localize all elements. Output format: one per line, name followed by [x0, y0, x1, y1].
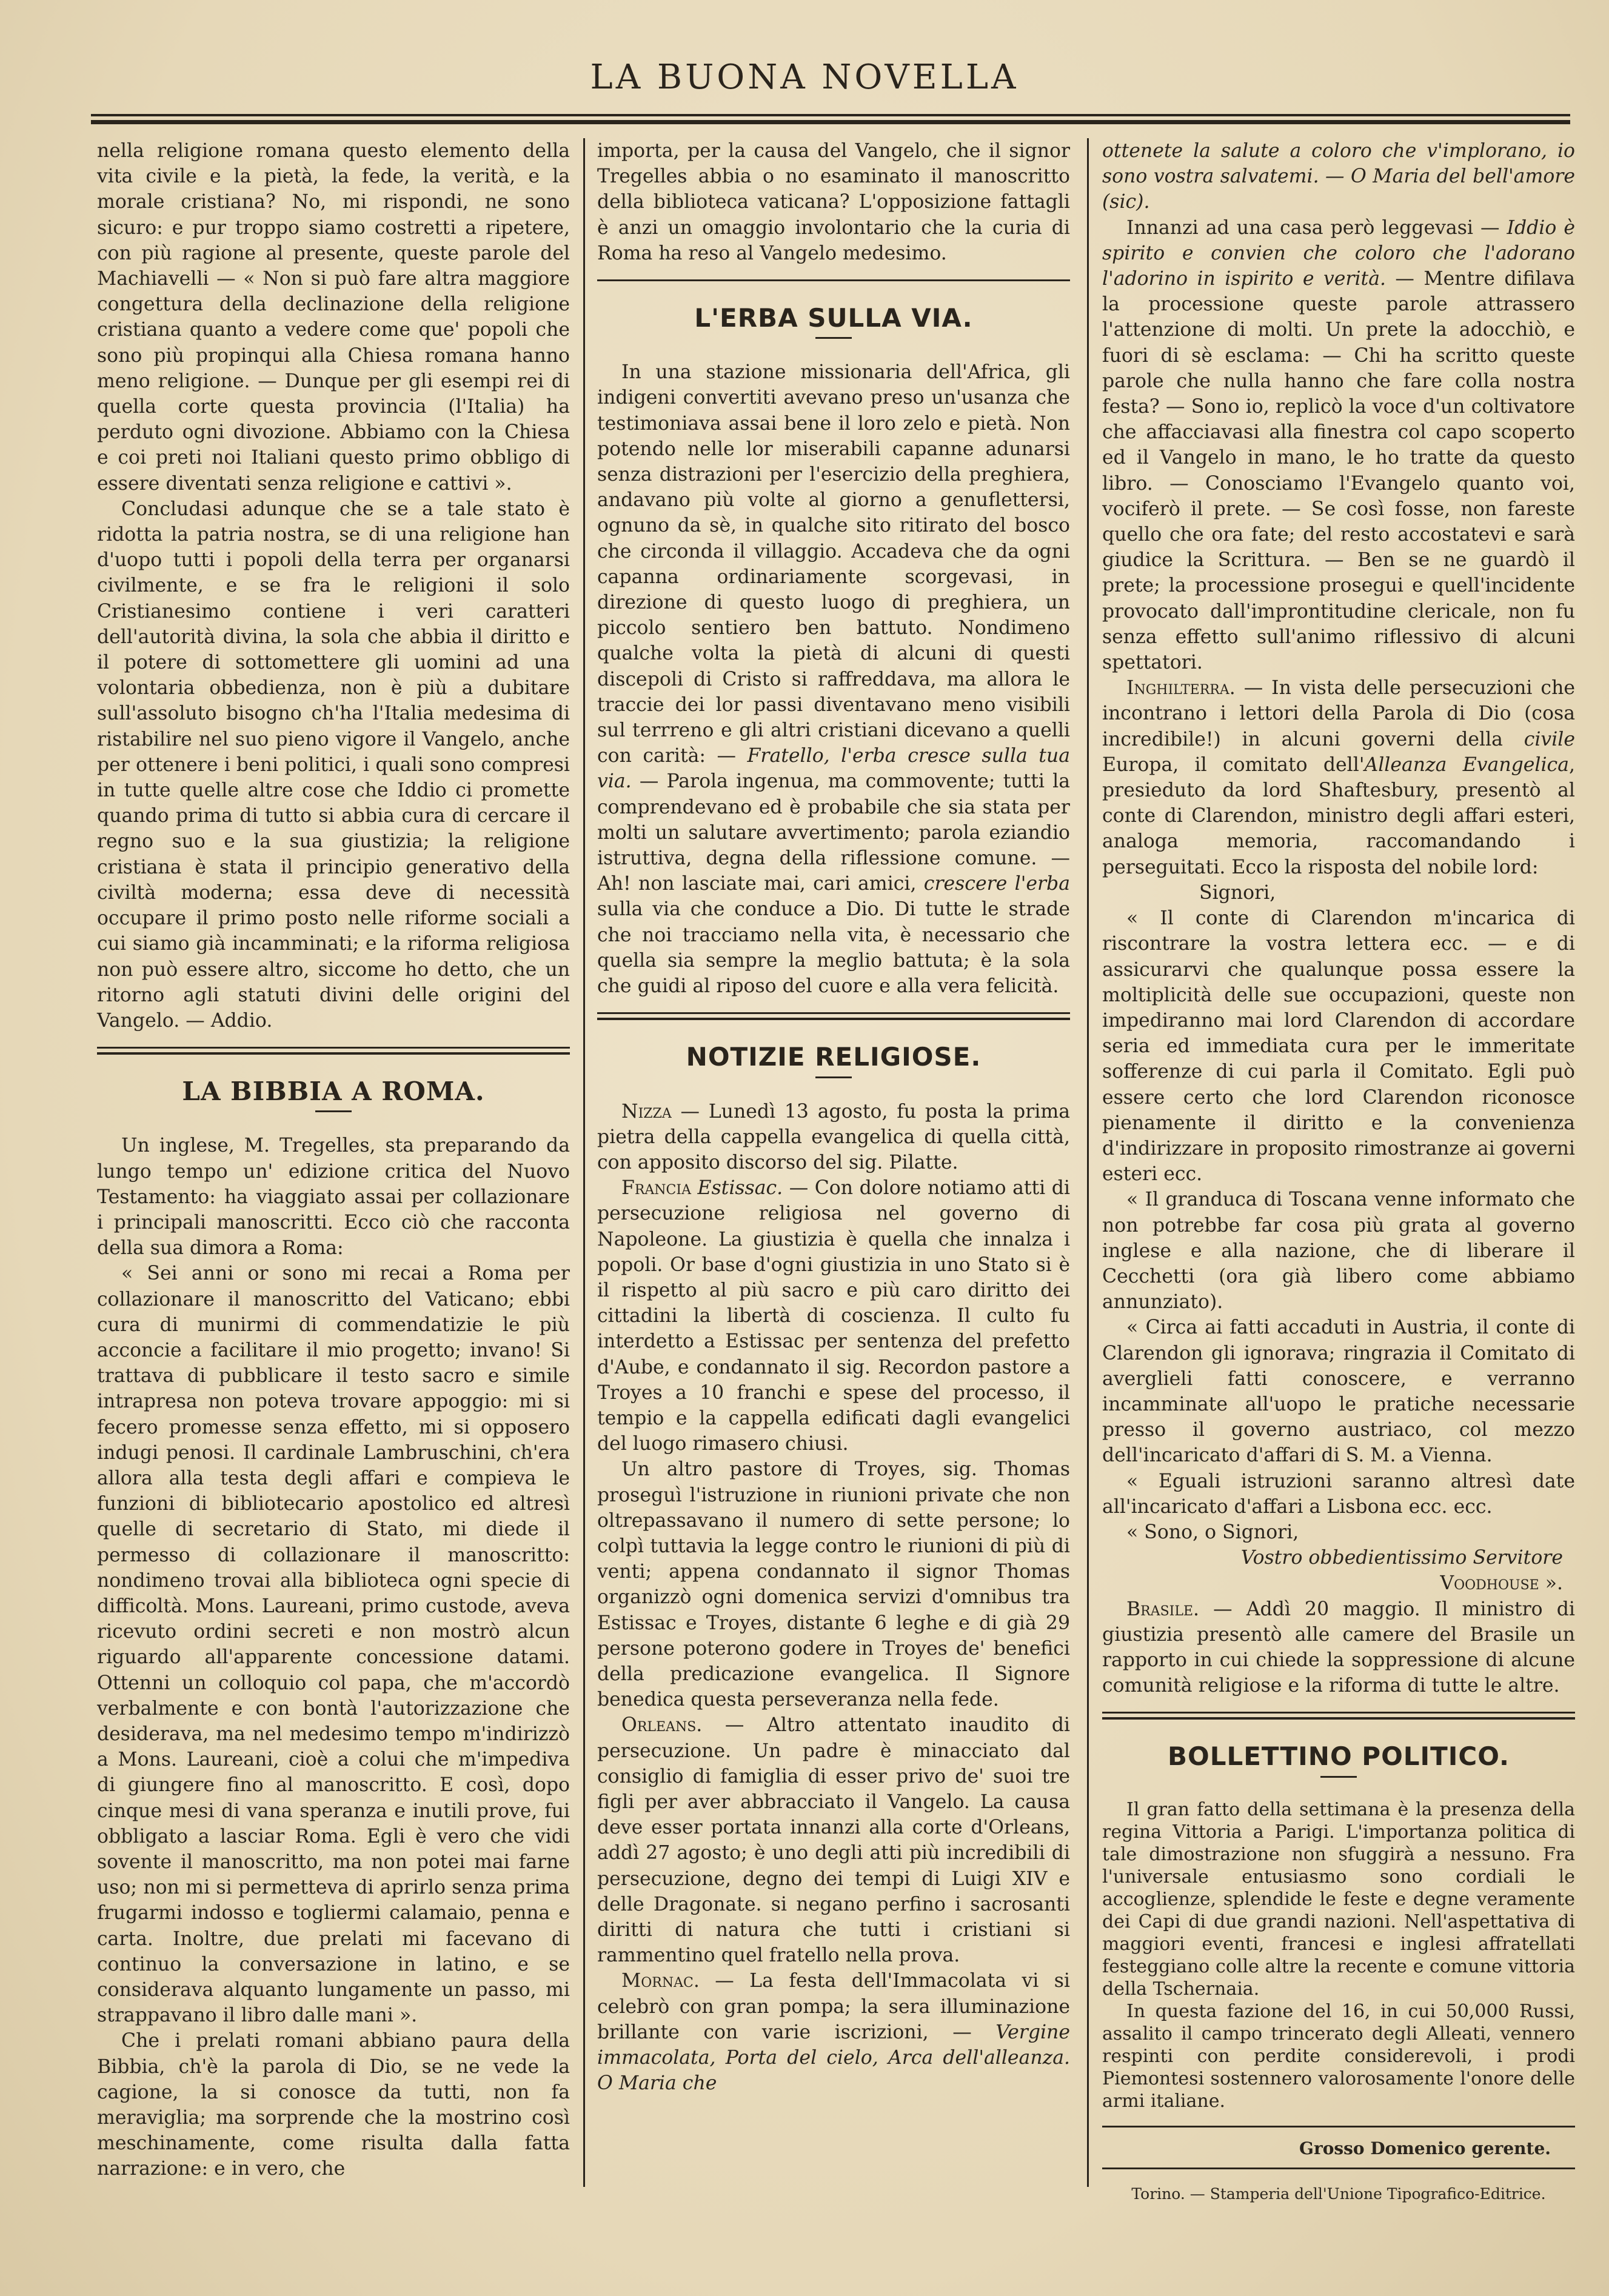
place-name: Inghilterra. — [1126, 677, 1236, 699]
heading-dash — [315, 1110, 352, 1112]
quote-paragraph: « Il granduca di Toscana venne informato che non potrebbe far cosa più grata al governo inglese e alla nazione, che di liberare il Cecchetti (ora già libero come abbiamo annunziato). — [1102, 1189, 1575, 1313]
section-rule — [97, 1052, 570, 1055]
quote-paragraph: « Il conte di Clarendon m'incarica di riscontrare la vostra lettera ecc. — e di assicurarvi che qualunque possa essere la moltiplicità delle sue occupazioni, queste non impediranno mai lord Clarendon di accordare seria ed immediata cura per le immeritate sofferenze di cui parla il Comitato. Egli può essere certo che lord Clarendon riconosce pienamente il diritto e la convenienza d'indirizzare in proposito rimostranze ai governi esteri ecc. — [1102, 907, 1575, 1186]
text: civile — [1524, 728, 1575, 750]
paragraph: nella religione romana questo elemento della vita civile e la pietà, la fede, la verità, e la morale cristiana? No, mi rispondi, ne sono sicuro: e pur troppo siamo costretti a ripetere, con più ragione al presente, queste parole del Machiavelli — « Non si può fare altra maggiore congettura della declinazione della religione cristiana quanto a vedere come que' popoli che sono più propinqui alla Chiesa romana hanno meno religione. — Dunque per gli esempi rei di quella corte questa provincia (l'Italia) ha perduto ogni divozione. Abbiamo con la Chiesa e coi preti noi Italiani questo primo obbligo di essere diventati senza religione e cattivi ». — [97, 140, 570, 495]
section-heading-notizie: NOTIZIE RELIGIOSE. — [686, 1042, 982, 1072]
section-rule — [1102, 1717, 1575, 1720]
text: In una stazione missionaria dell'Africa, gli indigeni convertiti avevano preso un'usanza che testimoniava assai bene il loro zelo e pietà. Non potendo nelle lor miserabili capanne adunarsi senza distrazioni per l'esercizio della preghiera, andavano più volte al giorno a genuflettersi, ognuno da sè, in qualche sito ritirato del bosco che circonda il villaggio. Accadeva che da ogni capanna ordinariamente scorgevasi, in direzione di questo luogo di preghiera, un piccolo sentiero ben battuto. Nondimeno qualche volta la pietà di alcuni di questi discepoli di Cristo si raffreddava, ma allora le traccie dei lor passi diventavano meno visibili sul terrreno e gli altri cristiani dicevano a quelli con carità: — — [597, 361, 1070, 767]
quote-paragraph: « Eguali istruzioni saranno altresì date all'incaricato d'affari a Lisbona ecc. ecc. — [1102, 1470, 1575, 1518]
heading-dash — [815, 337, 852, 339]
paragraph: ottenete la salute a coloro che v'implorano, io sono vostra salvatemi. — O Maria del bell'amore (sic). — [1102, 140, 1575, 213]
text: — Addì 20 maggio. Il ministro di giustizia presentò alle camere del Brasile un rapporto in cui chiede la soppressione di alcune comunità religiose e la riforma di tutte le altre. — [1102, 1598, 1575, 1697]
place-name: Nizza — [621, 1100, 672, 1123]
section-heading-erba: L'ERBA SULLA VIA. — [694, 303, 973, 333]
text: — In vista delle persecuzioni che incontrano i lettori della Parola di Dio (cosa incredibile!) in alcuni governi della — [1102, 677, 1575, 750]
news-item — [597, 1099, 1070, 1176]
paragraph — [597, 359, 1070, 999]
paragraph: Un altro pastore di Troyes, sig. Thomas proseguì l'istruzione in riunioni private che non oltrepassavano il numero di sette persone; lo colpì tuttavia la legge contro le riunioni di più di venti; appena condannato il signor Thomas organizzò ogni domenica servizi d'omnibus tra Estissac e Troyes, distante 6 leghe e di già 29 persone poterono godere in Troyes de' benefici della predicazione evangelica. Il Signore benedica questa perseveranza nella fede. — [597, 1458, 1070, 1711]
paragraph: Che i prelati romani abbiano paura della Bibbia, ch'è la parola di Dio, se ne vede la cagione, la si conosce da tutti, non fa meraviglia; ma sorprende che la mostrino così meschinamente, come risulta dalla fatta narrazione: e in vero, che — [97, 2030, 570, 2180]
quote-paragraph: « Circa ai fatti accaduti in Austria, il conte di Clarendon gli ignorava; ringrazia il Comitato di averglieli fatti conoscere, e verranno incamminate all'uopo le pratiche necessarie presso il governo austriaco, col mezzo dell'incaricato d'affari di S. M. a Vienna. — [1102, 1317, 1575, 1467]
section-heading-bollettino: BOLLETTINO POLITICO. — [1167, 1741, 1510, 1772]
salutation: Signori, — [1199, 881, 1276, 904]
quote-paragraph: « Sono, o Signori, — [1126, 1521, 1299, 1543]
text: — La festa dell'Immacolata vi si celebrò con gran pompa; la sera illuminazione brillante con varie iscrizioni, — — [597, 1970, 1070, 2043]
section-heading-bibbia: LA BIBBIA A ROMA. — [182, 1076, 485, 1107]
section-rule — [1102, 1712, 1575, 1714]
heading-dash — [1320, 1776, 1357, 1778]
news-item — [597, 1968, 1070, 2096]
text: , presieduto da lord Shaftesbury, presentò al conte di Clarendon, ministro degli affari esteri, analoga memoria, raccomandando i perseguitati. Ecco la risposta del nobile lord: — [1102, 753, 1575, 878]
section-rule — [1102, 2168, 1575, 2169]
column-2 — [597, 138, 1070, 2096]
place-name: Estissac. — [691, 1177, 783, 1200]
text: Europa, il comitato dell' — [1102, 753, 1365, 776]
news-item — [1102, 1597, 1575, 1699]
section-rule — [597, 1018, 1070, 1020]
paragraph: Concludasi adunque che se a tale stato è ridotta la patria nostra, se di una religione han d'uopo tutti i popoli della terra per organarsi civilmente, e se fra le religioni il solo Cristianesimo contiene i veri caratteri dell'autorità divina, la sola che abbia il diritto e il potere di sottomettere gli uomini ad una volontaria obbedienza, non è più a dubitare sull'assoluto bisogno ch'ha l'Italia medesima di ristabilire nel suo pieno vigore il Vangelo, anche per ottenere i beni politici, i quali sono compresi in tutte quelle altre cose che Iddio ci promette quando prima di tutto si abbia cura di cercare il regno suo e la sua giustizia; la religione cristiana è stata il principio generativo della civiltà moderna; essa deve di necessità occupare il primo posto nelle riforme sociali a cui siamo già incamminati; e la riforma religiosa non può essere altro, siccome ho detto, che un ritorno agli statuti divini delle origini del Vangelo. — Addio. — [97, 498, 570, 1032]
text: — Con dolore notiamo atti di persecuzione religiosa nel governo di Napoleone. La giustizia è quella che innalza i popoli. Or base d'ogni giustizia in uno Stato si è il rispetto al più sacro e più caro diritto dei cittadini la libertà di coscienza. Il culto fu interdetto a Estissac per sentenza del prefetto d'Aube, e condannato il sig. Recordon pastore a Troyes a 10 franchi e spese del processo, il tempio e la cappella edificati dagli evangelici del luogo rimasero chiusi. — [597, 1177, 1071, 1455]
text: — Altro attentato inaudito di persecuzione. Un padre è minacciato dal consiglio di famiglia di esser privo de' suoi tre figli per aver abbracciato il Vangelo. La causa deve esser portata innanzi alla corte d'Orleans, addì 27 agosto; è uno degli atti più incredibili di persecuzione, degno dei tempi di Luigi XIV e delle Dragonate. si negano perfino i sacrosanti diritti di natura che tutti i cristiani si rammentino quel fratello nella prova. — [597, 1714, 1070, 1967]
text: Alleanza Evangelica — [1364, 753, 1569, 776]
signature-line: Vostro obbedientissimo Servitore — [1240, 1547, 1563, 1569]
printer-imprint: Torino. — Stamperia dell'Unione Tipografico-Editrice. — [1131, 2184, 1546, 2203]
text: Iddio è spirito e convien che coloro che l'adorano l'adorino in ispirito e verità. — [1102, 216, 1576, 290]
text: Vergine immacolata, Porta del cielo, Arca dell'alleanza. O Maria che — [597, 2021, 1070, 2095]
heading-dash — [815, 1076, 852, 1078]
text: — Lunedì 13 agosto, fu posta la prima pietra della cappella evangelica di quella città, con apposito discorso del sig. Pilatte. — [597, 1100, 1070, 1173]
signature-name: Voodhouse ». — [1440, 1572, 1563, 1595]
paragraph — [1102, 215, 1575, 676]
paragraph: Un inglese, M. Tregelles, sta preparando da lungo tempo un' edizione critica del Nuovo Testamento: ha viaggiato assai per collazionare i principali manoscritti. Ecco ciò che racconta della sua dimora a Roma: — [97, 1135, 570, 1260]
section-rule — [1102, 2126, 1575, 2127]
column-divider-2 — [1087, 138, 1089, 2187]
news-item — [597, 1712, 1070, 1968]
text: — Mentre difilava la processione queste parole attrassero l'attenzione di molti. Un prete la adocchiò, e fuori di sè esclama: — Chi ha scritto queste parole che nulla hanno che fare colla nostra festa? — Sono io, replicò la voce d'un coltivatore che affacciavasi alla finestra col capo scoperto ed il Vangelo in mano, le ho tratte da questo libro. — Conosciamo l'Evangelo quanto voi, vociferò il prete. — Se così fosse, non fareste quello che ora fate; del resto accostatevi e sarà giudice la Scrittura. — Ben se ne guardò il prete; la processione prosegui e quell'incidente provocato dall'improntitudine clericale, non fu senza effetto sull'animo riflessivo di alcuni spettatori. — [1102, 268, 1575, 674]
masthead-rule-top — [91, 114, 1570, 116]
paragraph: Il gran fatto della settimana è la presenza della regina Vittoria a Parigi. L'importanza politica di tale dimostrazione non sfuggirà a nessuno. Fra l'universale entusiasmo sono cordiali le accoglienze, splendide le feste e degne veramente dei Capi di due grandi nazioni. Nell'aspettativa di maggiori eventi, francesi e inglesi affratellati festeggiano colle altre la recente e comune vittoria della Tschernaia. — [1102, 1798, 1575, 2000]
place-name: Francia — [621, 1177, 691, 1200]
place-name: Mornac. — [621, 1970, 700, 1992]
text: sulla via che conduce a Dio. Di tutte le strade che noi tracciamo nella vita, è necessario che quella sia sempre la meglio battuta; è la sola che guidi al riposo del cuore e alla vera felicità. — [597, 898, 1070, 998]
text: — Parola ingenua, ma commovente; tutti la comprendevano ed è probabile che sia stata per molti un salutare avvertimento; parola eziandio istruttiva, degna della riflessione comune. — Ah! non lasciate mai, cari amici, — [597, 770, 1070, 895]
place-name: Brasile. — [1126, 1598, 1200, 1620]
text: Innanzi ad una casa però leggevasi — — [1126, 216, 1507, 239]
masthead-rule-bottom — [91, 120, 1570, 124]
masthead: LA BUONA NOVELLA — [590, 58, 1019, 97]
column-divider-1 — [583, 138, 585, 2187]
publisher-manager: Grosso Domenico gerente. — [1299, 2138, 1551, 2158]
news-item — [1102, 675, 1575, 880]
paragraph: « Sei anni or sono mi recai a Roma per collazionare il manoscritto del Vaticano; ebbi cura di munirmi di commendatizie le più acconcie a facilitare il mio progetto; invano! Si trattava di pubblicare il testo sacro e simile intrapresa non poteva trovare appoggio: mi si fecero promesse senza effetto, mi si opposero indugi penosi. Il cardinale Lambruschini, ch'era allora alla testa degli affari e compieva le funzioni di bibliotecario apostolico ed altresì quelle di secretario di Stato, mi diede il permesso di collazionare il manoscritto: nondimeno trovai alla biblioteca ogni specie di difficoltà. Mons. Laureani, primo custode, aveva ricevuto ordini secreti e non mostrò alcun riguardo all'apparente concessione datami. Ottenni un colloquio col papa, che m'accordò verbalmente e con bontà l'autorizzazione che desiderava, ma nel medesimo tempo m'indirizzò a Mons. Laureani, cioè a colui che m'impediva di giungere fino al manoscritto. E così, dopo cinque mesi di vana speranza e inutili prove, fui obbligato a lasciar Roma. Egli è vero che vidi sovente il manoscritto, ma non potei mai farne uso; non mi si permetteva di aprirlo senza prima frugarmi indosso e togliermi calamaio, penna e carta. Inoltre, due prelati mi facevano di continuo la conversazione in latino, e se considerava alquanto lungamente un passo, mi strappavano il libro dalle mani ». — [97, 1263, 570, 2027]
news-item — [597, 1175, 1070, 1457]
section-rule — [597, 1012, 1070, 1014]
column-3 — [1102, 138, 1575, 2207]
section-rule — [597, 279, 1070, 281]
column-1 — [97, 138, 570, 2182]
paragraph: In questa fazione del 16, in cui 50,000 Russi, assalito il campo trincerato degli Alleati, vennero respinti con perdite considerevoli, i prodi Piemontesi sostennero valorosamente l'onore delle armi italiane. — [1102, 2000, 1575, 2112]
text: Fratello, l'erba cresce sulla tua via. — [597, 745, 1070, 793]
section-rule — [97, 1047, 570, 1049]
text: crescere l'erba — [923, 873, 1070, 895]
place-name: Orleans. — [621, 1714, 703, 1737]
paragraph: importa, per la causa del Vangelo, che il signor Tregelles abbia o no esaminato il manoscritto della biblioteca vaticana? L'opposizione fattagli è anzi un omaggio involontario che la curia di Roma ha reso al Vangelo medesimo. — [597, 140, 1070, 264]
